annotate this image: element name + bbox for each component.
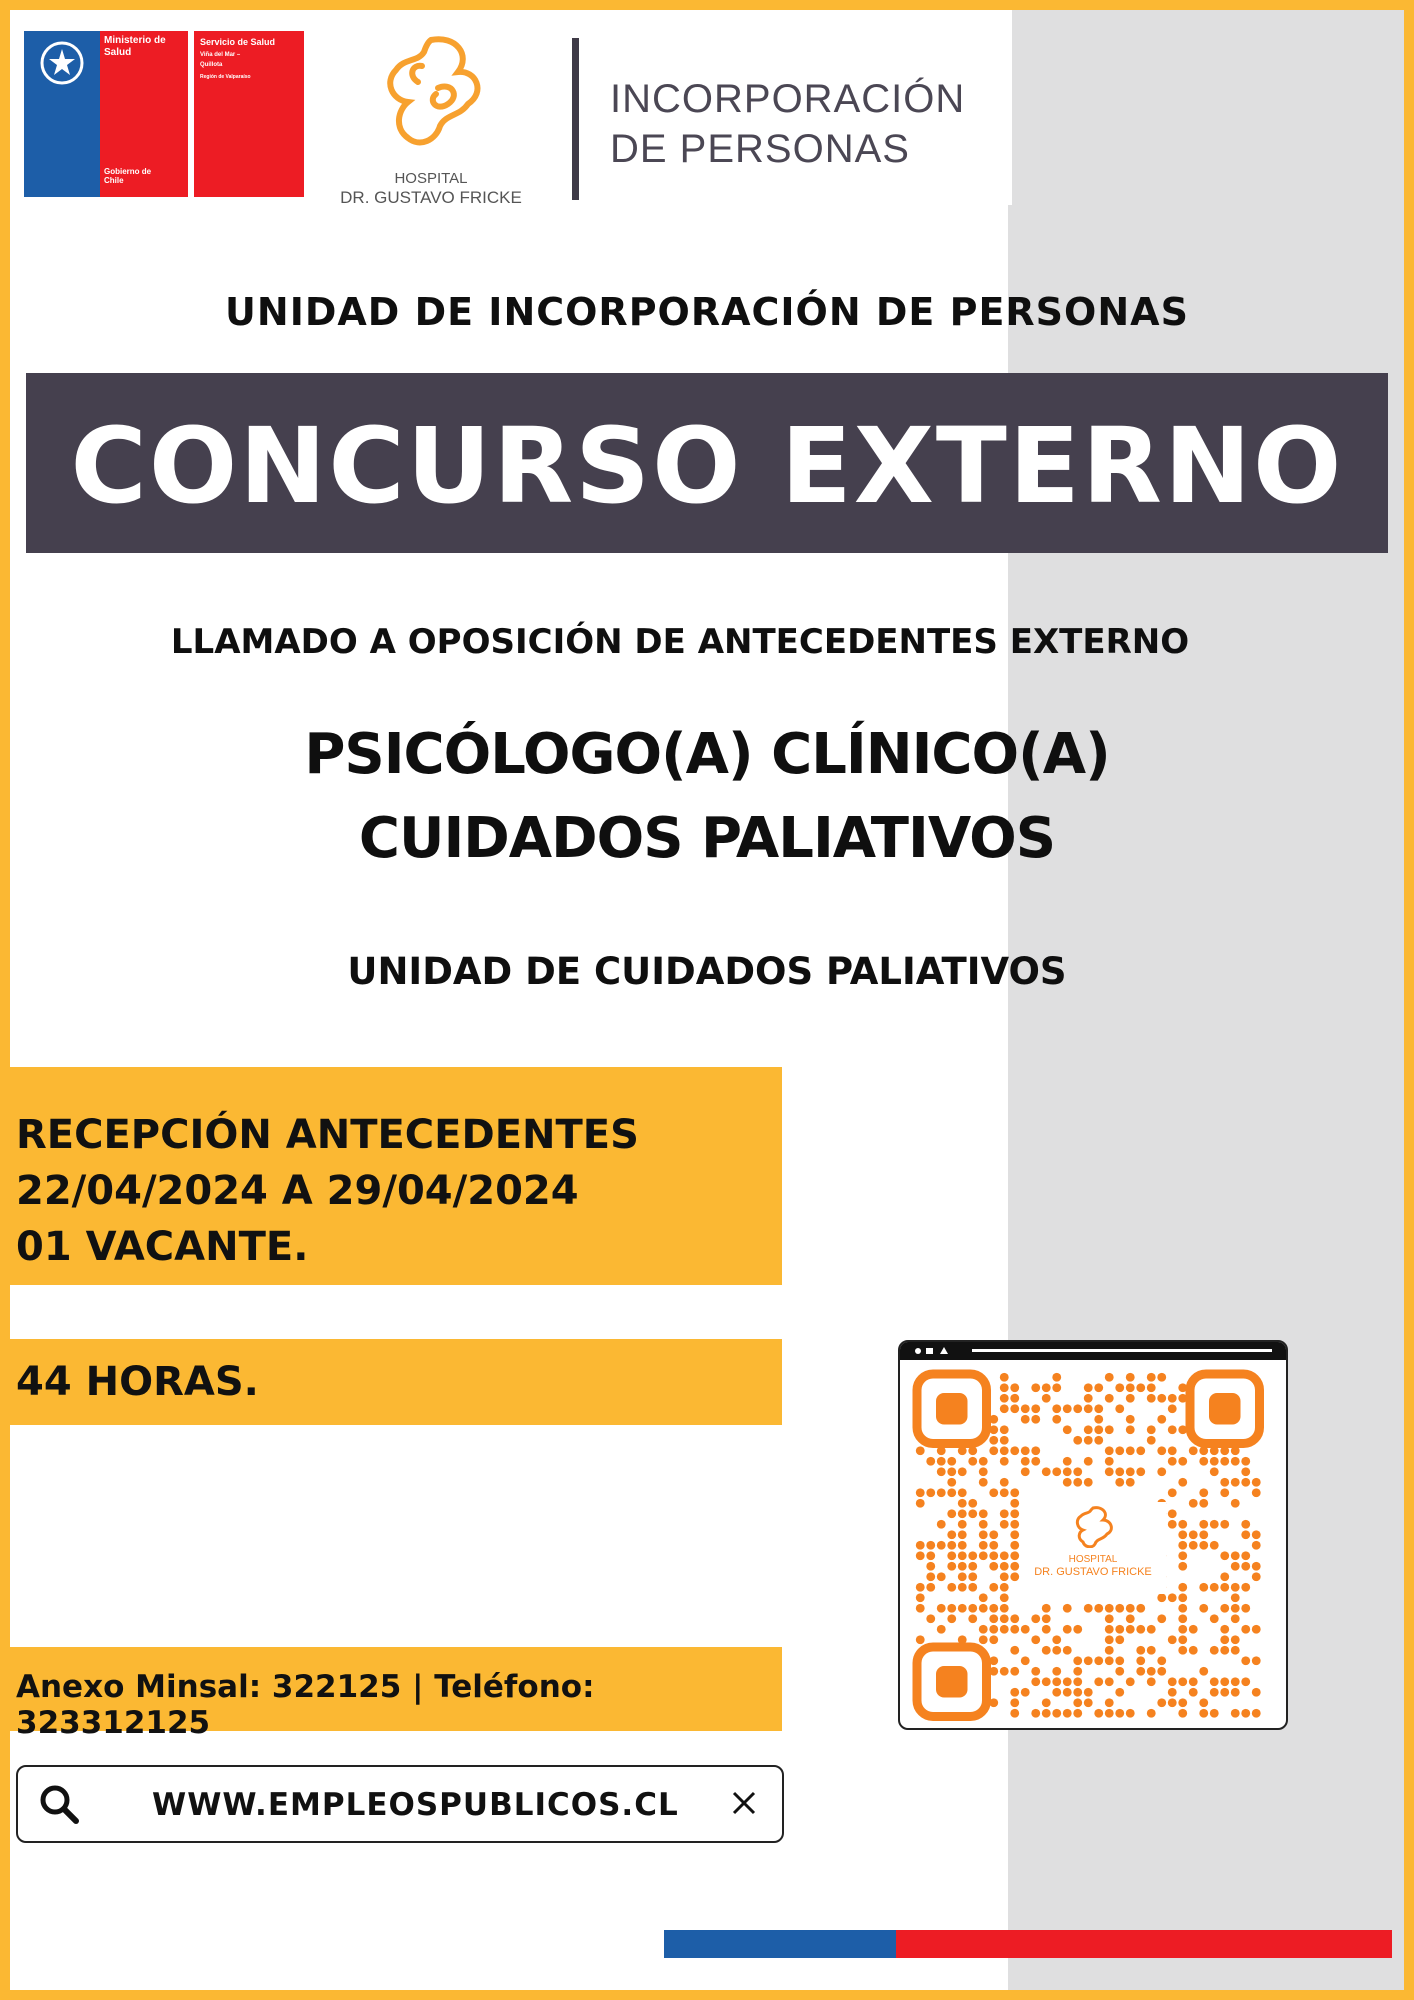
search-bar[interactable] — [16, 1765, 784, 1843]
banner — [26, 373, 1388, 553]
call-type: LLAMADO A OPOSICIÓN DE ANTECEDENTES EXTERNO — [170, 622, 1190, 662]
department-name: UNIDAD DE CUIDADOS PALIATIVOS — [347, 950, 1067, 993]
unit-title: UNIDAD DE INCORPORACIÓN DE PERSONAS — [225, 290, 1189, 334]
banner-title: CONCURSO EXTERNO — [70, 405, 1344, 527]
hospital-name-line1: HOSPITAL — [394, 170, 468, 187]
gov-gobierno-text: Gobierno de Chile — [104, 167, 152, 186]
hours-box — [10, 1339, 782, 1425]
contact-info: Anexo Minsal: 322125 | Teléfono: 323312125 — [16, 1669, 595, 1741]
hospital-logo — [336, 30, 526, 210]
header — [10, 10, 1012, 205]
hours: 44 HORAS. — [16, 1359, 259, 1405]
reception-dates: 22/04/2024 A 29/04/2024 — [16, 1168, 579, 1214]
hospital-emblem-icon — [1063, 1504, 1123, 1548]
qr-browser-bar — [900, 1342, 1286, 1360]
vacancies: 01 VACANTE. — [16, 1224, 309, 1270]
gov-service-text: Servicio de Salud — [200, 37, 276, 47]
flag-stripe-blue — [664, 1930, 896, 1958]
poster — [10, 10, 1404, 1990]
qr-code-card[interactable] — [898, 1340, 1288, 1730]
flag-stripe-red — [896, 1930, 1392, 1958]
hospital-emblem-icon — [336, 30, 526, 160]
search-input[interactable]: WWW.EMPLEOSPUBLICOS.CL — [152, 1787, 679, 1823]
job-title-line2: CUIDADOS PALIATIVOS — [358, 806, 1056, 871]
gobierno-logo: Ministerio de Salud Gobierno de Chile Servicio de Salud Viña del Mar – Quillota Región de Valparaíso — [24, 31, 304, 197]
reception-label: RECEPCIÓN ANTECEDENTES — [16, 1112, 639, 1158]
qr-hospital-line2: DR. GUSTAVO FRICKE — [1034, 1566, 1152, 1578]
gov-ministry-text: Ministerio de Salud — [104, 35, 166, 58]
reception-box — [10, 1067, 782, 1285]
qr-center-logo — [1020, 1502, 1166, 1594]
close-icon[interactable] — [730, 1789, 758, 1817]
contact-box — [10, 1647, 782, 1741]
hospital-name-line2: DR. GUSTAVO FRICKE — [340, 188, 522, 207]
search-icon[interactable] — [38, 1783, 80, 1825]
section-title: INCORPORACIÓN DE PERSONAS — [610, 77, 966, 171]
job-title-line1: PSICÓLOGO(A) CLÍNICO(A) — [304, 722, 1110, 787]
qr-hospital-line1: HOSPITAL — [1068, 1554, 1118, 1565]
chile-shield-icon — [34, 35, 90, 91]
header-divider — [572, 38, 579, 200]
